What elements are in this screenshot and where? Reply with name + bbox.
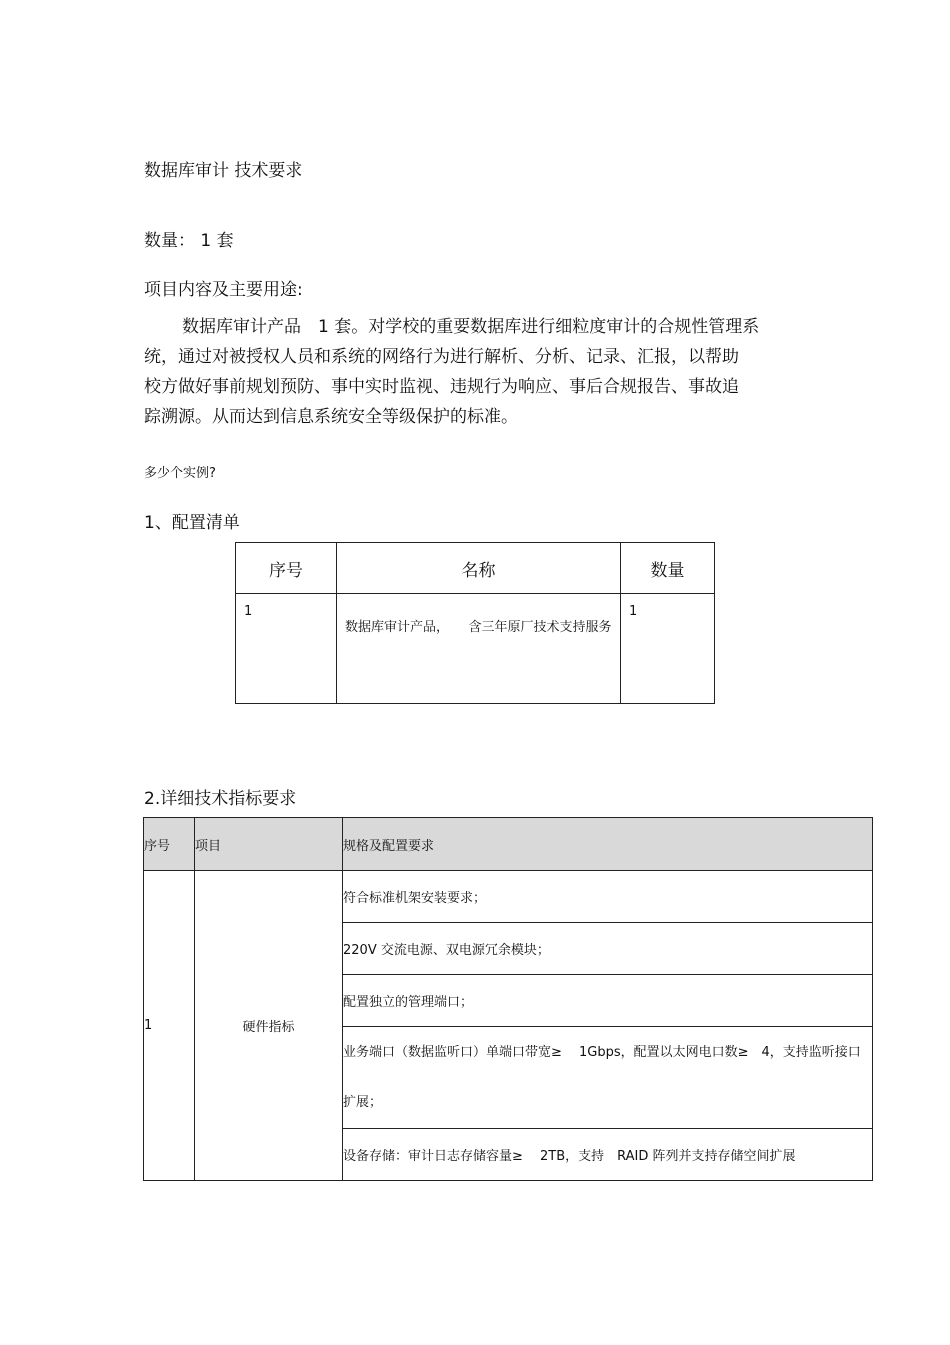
config-table-header [236, 543, 715, 594]
header-quantity: 数量 [621, 543, 715, 594]
spec-cell: 符合标准机架安装要求； [343, 871, 873, 923]
spec-cell: 业务端口（数据监听口）单端口带宽≥ 1Gbps，配置以太网电口数≥ 4，支持监听接口扩展； [343, 1027, 873, 1129]
spec-cell: 220V 交流电源、双电源冗余模块； [343, 923, 873, 975]
cell-quantity: 1 [621, 594, 715, 704]
quantity-line: 数量： 1 套 [144, 231, 234, 251]
document-title: 数据库审计 技术要求 [144, 161, 303, 181]
header-index: 序号 [144, 818, 195, 871]
cell-item: 硬件指标 [195, 871, 343, 1181]
paragraph-line: 统，通过对被授权人员和系统的网络行为进行解析、分析、记录、汇报，以帮助 [144, 347, 739, 367]
table-row [144, 871, 873, 923]
question-note: 多少个实例? [144, 466, 216, 481]
section-1-title: 1、配置清单 [144, 513, 240, 533]
header-index: 序号 [236, 543, 337, 594]
purpose-paragraph [144, 312, 794, 432]
purpose-label: 项目内容及主要用途: [144, 280, 303, 300]
paragraph-line: 踪溯源。从而达到信息系统安全等级保护的标准。 [144, 407, 518, 427]
section-2-title: 2.详细技术指标要求 [144, 789, 297, 809]
header-name: 名称 [337, 543, 621, 594]
spec-table-header [144, 818, 873, 871]
paragraph-line: 数据库审计产品 1 套。对学校的重要数据库进行细粒度审计的合规性管理系 [182, 317, 760, 337]
spec-table [143, 817, 873, 1181]
header-spec: 规格及配置要求 [343, 818, 873, 871]
table-row [236, 594, 715, 704]
header-item: 项目 [195, 818, 343, 871]
cell-name: 数据库审计产品， 含三年原厂技术支持服务 [337, 594, 621, 704]
spec-cell: 设备存储：审计日志存储容量≥ 2TB，支持 RAID 阵列并支持存储空间扩展 [343, 1129, 873, 1181]
config-table [235, 542, 715, 704]
spec-cell: 配置独立的管理端口； [343, 975, 873, 1027]
cell-index: 1 [236, 594, 337, 704]
paragraph-line: 校方做好事前规划预防、事中实时监视、违规行为响应、事后合规报告、事故追 [144, 377, 739, 397]
cell-index: 1 [144, 871, 195, 1181]
